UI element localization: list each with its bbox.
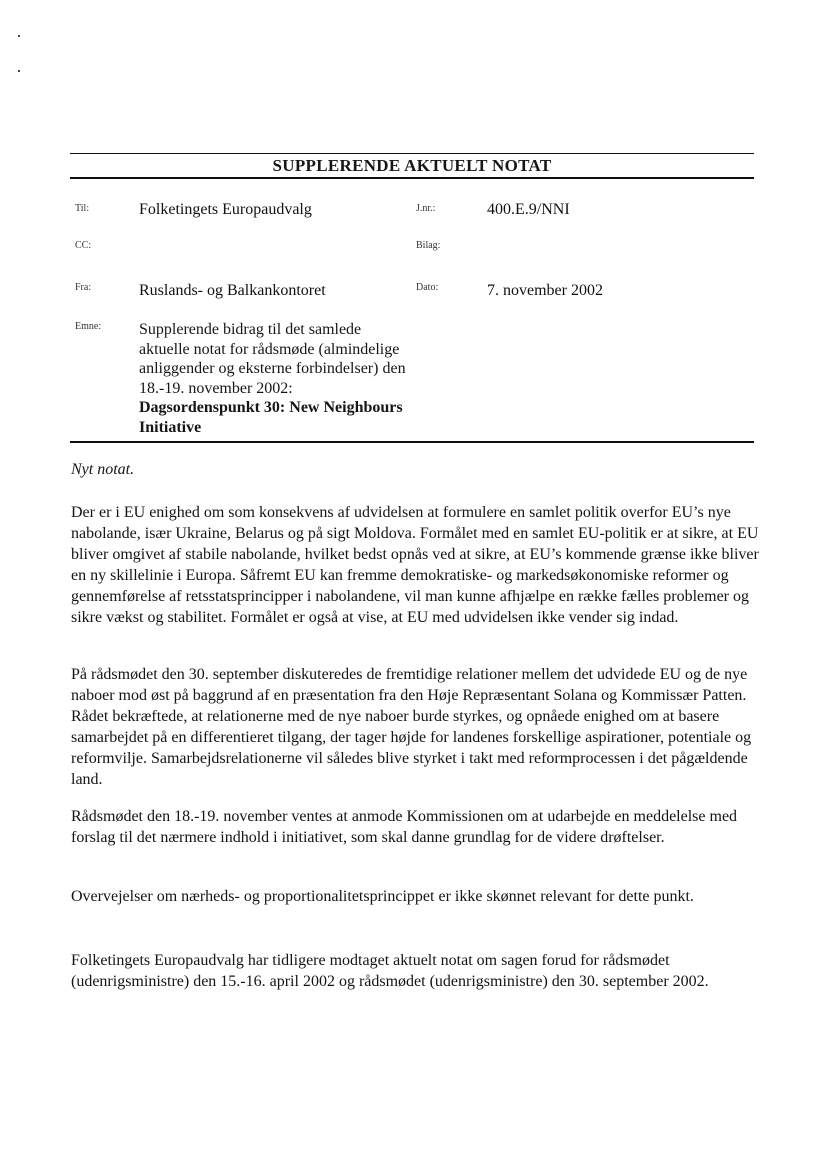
subject-bold: Dagsordenspunkt 30: New Neighbours Initiative [139,399,403,436]
fra-value: Ruslands- og Balkankontoret [139,282,326,299]
subject-text [139,320,409,437]
emne-label: Emne: [75,321,102,332]
paragraph [71,806,761,848]
fields-bottom-rule [70,441,754,443]
subject-plain: Supplerende bidrag til det samlede aktuelle notat for rådsmøde (almindelige anliggender og eksterne forbindelser) den 18.-19. november 2002: [139,321,406,397]
dato-label: Dato: [416,282,439,293]
paragraph-text: Der er i EU enighed om som konsekvens af udvidelsen at formulere en samlet politik overfor EU’s nye nabolande, især Ukraine, Belarus og på sigt Moldova. Formålet med en samlet EU-politik er at sikre, at EU bliver omgivet af stabile nabolande, hvilket bedst opnås ved at sikre, at EU’s kommende grænse ikke bliver en ny skillelinie i Europa. Såfremt EU kan fremme demokratiske- og markedsøkonomiske reformer og gennemførelse af retsstatsprincipper i nabolandene, vil man kunne afhjælpe en række fælles problemer og sikre vækst og stabilitet. Formålet er også at vise, at EU med udvidelsen ikke vender sig indad. [71,504,759,626]
paragraph [71,664,761,790]
title-rule [70,177,754,179]
paragraph [71,950,761,992]
til-label: Til: [75,203,90,214]
top-rule-thin [70,153,754,154]
til-value: Folketingets Europaudvalg [139,201,312,218]
document-title: SUPPLERENDE AKTUELT NOTAT [272,156,552,175]
jnr-value: 400.E.9/NNI [487,201,570,218]
dato-value: 7. november 2002 [487,282,603,299]
note-label: Nyt notat. [71,461,135,478]
cc-label: CC: [75,240,92,251]
bilag-label: Bilag: [416,240,441,251]
jnr-label: J.nr.: [416,203,436,214]
paragraph [71,886,761,907]
paragraph [71,502,761,628]
paragraph-text: Rådsmødet den 18.-19. november ventes at anmode Kommissionen om at udarbejde en meddelelse med forslag til det nærmere indhold i initiativet, som skal danne grundlag for de videre drøftelser. [71,808,738,846]
fra-label: Fra: [75,282,92,293]
paragraph-text: På rådsmødet den 30. september diskuteredes de fremtidige relationer mellem det udvidede EU og de nye naboer mod øst på baggrund af en præsentation fra den Høje Repræsentant Solana og Kommissær Patten. Rådet bekræftede, at relationerne med de nye naboer burde styrkes, og opnåede enighed om at basere samarbejdet på en differentieret tilgang, der tager højde for landenes forskellige aspirationer, potentiale og reformvilje. Samarbejdsrelationerne vil således blive styrket i takt med reformprocessen i det pågældende land. [71,666,752,788]
paragraph-text: Overvejelser om nærheds- og proportionalitetsprincippet er ikke skønnet relevant for dette punkt. [71,888,694,905]
scan-speck [18,70,20,72]
scan-speck [18,35,20,37]
paragraph-text: Folketingets Europaudvalg har tidligere modtaget aktuelt notat om sagen forud for rådsmødet (udenrigsministre) den 15.-16. april 2002 og rådsmødet (udenrigsministre) den 30. september 2002. [71,952,709,990]
